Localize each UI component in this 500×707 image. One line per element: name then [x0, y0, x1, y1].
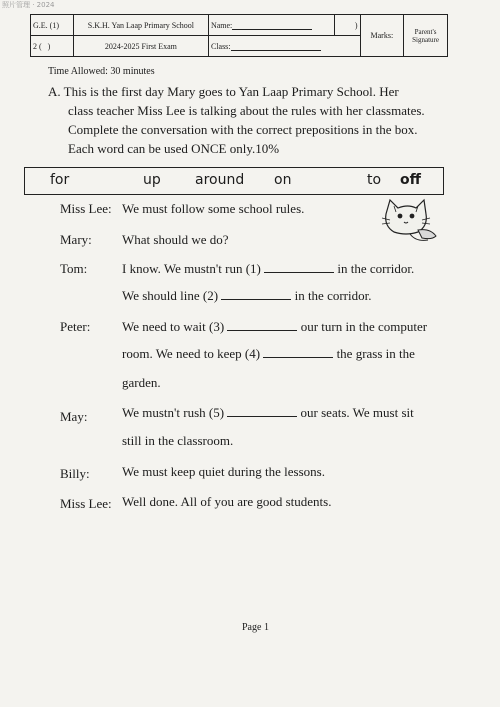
parent-signature-box: Parent's Signature [404, 15, 448, 57]
dialogue-line: Well done. All of you are good students. [122, 494, 332, 509]
dialogue-line-4 [122, 346, 415, 362]
class-field[interactable] [208, 36, 360, 57]
answer-blank-3[interactable] [227, 319, 297, 331]
question-line-3: Complete the conversation with the correct prepositions in the box. [68, 122, 418, 137]
answer-blank-4[interactable] [263, 346, 333, 358]
dialogue-text: We need to wait (3) [122, 319, 225, 334]
dialogue-text: room. We need to keep (4) [122, 346, 261, 361]
word-off: off [400, 172, 421, 188]
page-number: Page 1 [242, 622, 269, 633]
dialogue-text: I know. We mustn't run (1) [122, 261, 261, 276]
speaker-miss-lee: Miss Lee: [60, 496, 112, 511]
word-around: around [195, 172, 245, 188]
dialogue-text: our turn in the computer [300, 319, 428, 334]
exam-title: 2024-2025 First Exam [73, 36, 208, 57]
subject-code: G.E. (1) [31, 15, 74, 36]
dialogue-line: We must keep quiet during the lessons. [122, 464, 325, 479]
question-instructions [48, 82, 468, 158]
word-box [24, 167, 444, 195]
dialogue-line: What should we do? [122, 232, 229, 247]
dialogue-text: our seats. We must sit [300, 405, 414, 420]
dialogue-text: in the corridor. [294, 288, 372, 303]
school-name: S.K.H. Yan Laap Primary School [73, 15, 208, 36]
question-line-2: class teacher Miss Lee is talking about the rules with her classmates. [68, 103, 425, 118]
speaker-mary: Mary: [60, 232, 92, 247]
answer-blank-2[interactable] [221, 288, 291, 300]
question-line-4: Each word can be used ONCE only.10% [68, 141, 280, 156]
class-code-label: 2 ( [33, 41, 42, 51]
dialogue-text: the grass in the [336, 346, 415, 361]
class-code-close: ) [47, 41, 51, 51]
cat-illustration-icon [380, 196, 442, 242]
class-label: Class: [210, 41, 231, 51]
class-number-suffix: ) [354, 20, 358, 30]
word-on: on [274, 172, 292, 188]
dialogue-line: garden. [122, 375, 161, 390]
header-table [30, 14, 448, 57]
word-for: for [50, 172, 70, 188]
scan-watermark: 照片管理 · 2024 [2, 1, 55, 9]
dialogue-line-1 [122, 261, 414, 277]
speaker-billy: Billy: [60, 466, 90, 481]
word-to: to [367, 172, 382, 188]
question-line-1: A. This is the first day Mary goes to Yan Laap Primary School. Her [48, 84, 399, 99]
dialogue-line: We must follow some school rules. [122, 201, 305, 216]
dialogue-text: We should line (2) [122, 288, 219, 303]
name-field[interactable] [208, 15, 334, 36]
class-number-field[interactable] [335, 15, 360, 36]
answer-blank-5[interactable] [227, 405, 297, 417]
dialogue-line: still in the classroom. [122, 433, 234, 448]
class-code [31, 36, 74, 57]
speaker-miss-lee: Miss Lee: [60, 201, 112, 216]
dialogue-line-2 [122, 288, 371, 304]
answer-blank-1[interactable] [264, 261, 334, 273]
time-allowed: Time Allowed: 30 minutes [48, 66, 155, 77]
speaker-may: May: [60, 409, 88, 424]
name-label: Name: [210, 20, 233, 30]
dialogue-line-5 [122, 405, 414, 421]
marks-box: Marks: [360, 15, 404, 57]
speaker-tom: Tom: [60, 261, 88, 276]
speaker-peter: Peter: [60, 319, 91, 334]
word-up: up [143, 172, 161, 188]
dialogue-text: in the corridor. [337, 261, 415, 276]
dialogue-line-3 [122, 319, 427, 335]
dialogue-text: We mustn't rush (5) [122, 405, 225, 420]
